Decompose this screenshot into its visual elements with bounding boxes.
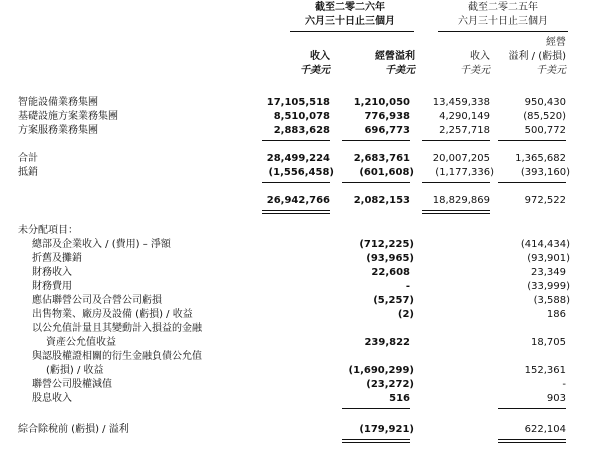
- rule: [262, 140, 330, 141]
- rev-2026: 28,499,224: [266, 153, 330, 164]
- unit-rev-2025: 千美元: [460, 65, 490, 76]
- row-label: 出售物業、廠房及設備 (虧損) / 收益: [32, 309, 193, 320]
- rev-2025: 18,829,869: [432, 195, 490, 206]
- rev-2025: 2,257,718: [439, 125, 490, 136]
- op-2026: 696,773: [364, 125, 410, 136]
- rule: [422, 140, 490, 141]
- rule: [498, 182, 566, 183]
- op-2026: 1,210,050: [353, 97, 410, 108]
- period-2026-line1: 截至二零二六年: [315, 2, 385, 13]
- op-2025: 622,104: [524, 424, 566, 435]
- op-2025: 1,365,682: [515, 153, 566, 164]
- op-2026: -: [405, 281, 410, 292]
- op-2025: 186: [546, 309, 566, 320]
- unit-op-2025: 千美元: [536, 65, 566, 76]
- op-2025: (33,999): [527, 281, 570, 292]
- rev-2026: 26,942,766: [266, 195, 330, 206]
- row-label-cont: (虧損) / 收益: [46, 365, 104, 376]
- op-2026: (5,257): [373, 295, 414, 306]
- rev-2026: 2,883,628: [273, 125, 330, 136]
- double-rule: [262, 210, 330, 214]
- double-rule: [342, 439, 410, 443]
- col-profit-2025-line1: 經營: [546, 37, 566, 48]
- op-2026: (712,225): [359, 239, 414, 250]
- row-label: 總部及企業收入 / (費用) – 淨額: [32, 239, 171, 250]
- unit-rev-2026: 千美元: [300, 65, 330, 76]
- rule: [498, 408, 566, 409]
- unallocated-title: 未分配項目：: [18, 225, 78, 236]
- row-label: 折舊及攤銷: [32, 253, 82, 264]
- op-2026: 516: [389, 393, 410, 404]
- row-label: 與認股權證相關的衍生金融負債公允值: [32, 351, 202, 362]
- rev-2025: (1,177,336): [435, 167, 494, 178]
- op-2025: 903: [546, 393, 566, 404]
- op-2025: 972,522: [524, 195, 566, 206]
- double-rule: [422, 210, 490, 214]
- rev-2025: 4,290,149: [439, 111, 490, 122]
- op-2026: 776,938: [364, 111, 410, 122]
- rule: [498, 140, 566, 141]
- op-2026: (2): [397, 309, 414, 320]
- op-2026: (1,690,299): [348, 365, 414, 376]
- rule: [342, 140, 410, 141]
- row-label: 財務費用: [32, 281, 72, 292]
- op-2026: (93,965): [366, 253, 414, 264]
- row-label: 聯營公司股權減值: [32, 379, 112, 390]
- row-label: 綜合除稅前 (虧損) / 溢利: [18, 424, 129, 435]
- row-label: 智能設備業務集團: [18, 97, 98, 108]
- op-2025: -: [562, 379, 566, 390]
- op-2026: (23,272): [366, 379, 414, 390]
- rule: [342, 182, 410, 183]
- op-2026: 22,608: [371, 267, 410, 278]
- period-2025-line1: 截至二零二五年: [468, 2, 538, 13]
- row-label: 合計: [18, 153, 38, 164]
- rule: [422, 182, 490, 183]
- header-rule-2026: [290, 31, 414, 32]
- col-revenue-2026: 收入: [310, 51, 330, 62]
- col-revenue-2025: 收入: [470, 51, 490, 62]
- period-2025-line2: 六月三十日止三個月: [458, 16, 548, 27]
- rev-2025: 13,459,338: [432, 97, 490, 108]
- op-2025: 950,430: [524, 97, 566, 108]
- row-label: 方案服務業務集團: [18, 125, 98, 136]
- op-2025: (414,434): [520, 239, 570, 250]
- row-label: 以公允值計量且其變動計入損益的金融: [32, 323, 202, 334]
- rev-2026: 8,510,078: [273, 111, 330, 122]
- row-label: 股息收入: [32, 393, 72, 404]
- row-label: 應佔聯營公司及合營公司虧損: [32, 295, 162, 306]
- rule: [262, 182, 330, 183]
- op-2026: (601,608): [359, 167, 414, 178]
- op-2025: (393,160): [520, 167, 570, 178]
- op-2025: 500,772: [524, 125, 566, 136]
- row-label: 財務收入: [32, 267, 72, 278]
- op-2025: (3,588): [533, 295, 570, 306]
- col-profit-2025-line2: 溢利 / (虧損): [508, 51, 566, 62]
- op-2025: 18,705: [531, 337, 566, 348]
- col-profit-2026: 經營溢利: [375, 51, 415, 62]
- op-2026: 2,683,761: [353, 153, 410, 164]
- op-2026: 239,822: [364, 337, 410, 348]
- op-2025: (85,520): [523, 111, 566, 122]
- op-2026: 2,082,153: [353, 195, 410, 206]
- op-2025: (93,901): [527, 253, 570, 264]
- unit-op-2026: 千美元: [385, 65, 415, 76]
- op-2026: (179,921): [359, 424, 414, 435]
- op-2025: 23,349: [531, 267, 566, 278]
- period-2026-line2: 六月三十日止三個月: [305, 16, 395, 27]
- row-label-cont: 資產公允值收益: [46, 337, 116, 348]
- row-label: 抵銷: [18, 167, 38, 178]
- rev-2025: 20,007,205: [432, 153, 490, 164]
- rev-2026: (1,556,458): [268, 167, 334, 178]
- rule: [342, 408, 410, 409]
- op-2025: 152,361: [524, 365, 566, 376]
- rev-2026: 17,105,518: [266, 97, 330, 108]
- header-rule-2025: [438, 31, 568, 32]
- row-label: 基礎設施方案業務集團: [18, 111, 118, 122]
- double-rule: [498, 439, 566, 443]
